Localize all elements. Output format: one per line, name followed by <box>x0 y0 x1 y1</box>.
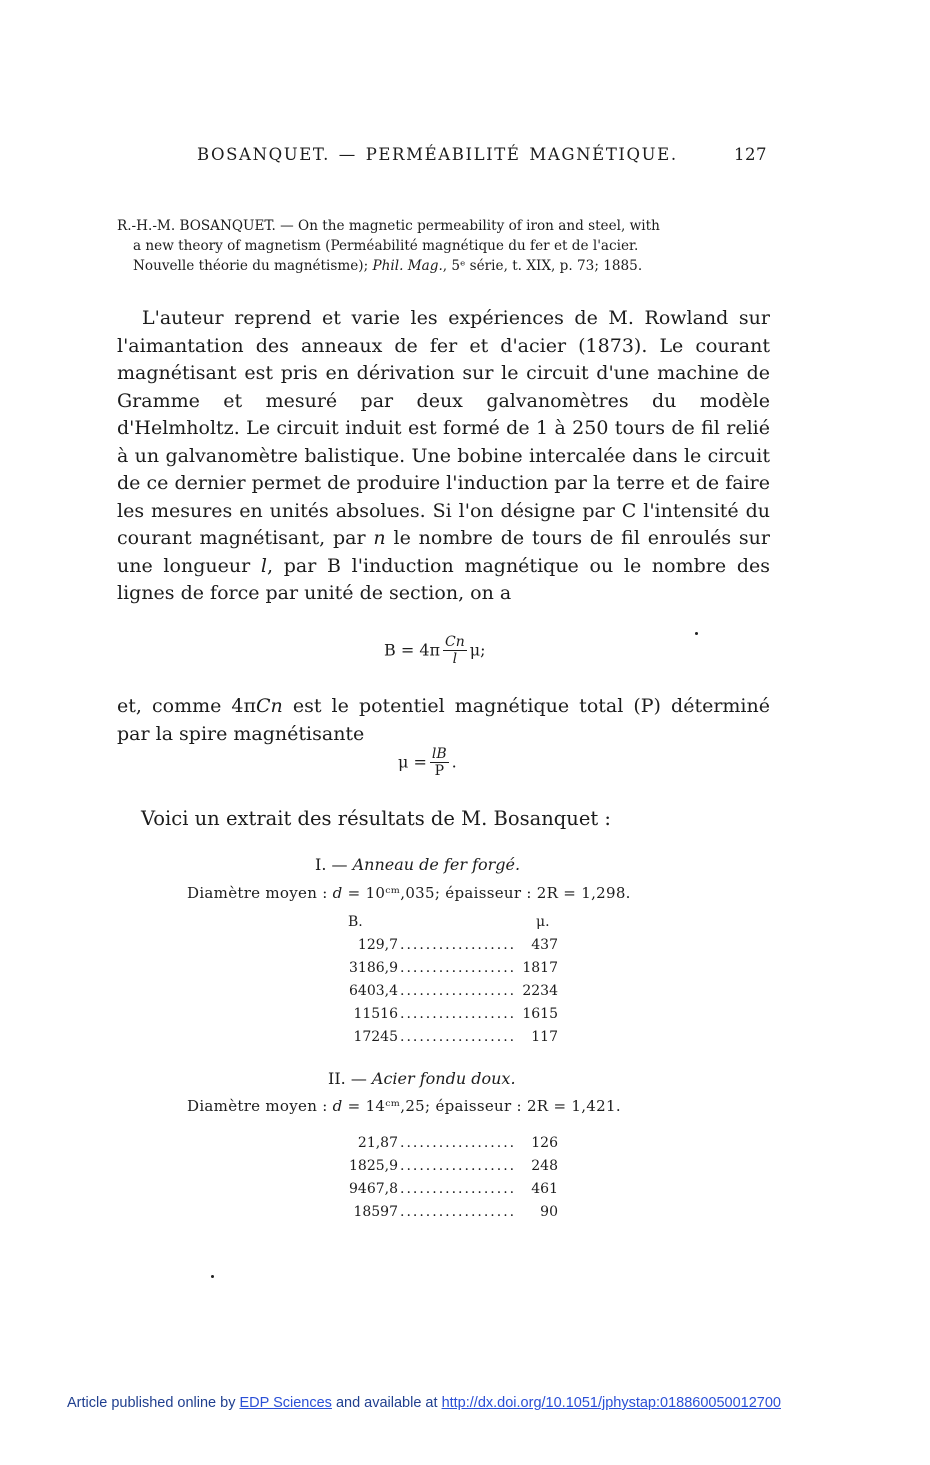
cell-mu: 90 <box>540 1204 558 1220</box>
table-row <box>310 1178 570 1201</box>
cell-b: 6403,4 <box>349 983 398 999</box>
s2-diam-b: = 14ᶜᵐ,25; épaisseur : 2R = 1,421. <box>342 1097 621 1115</box>
s1-diam-d: d <box>332 884 343 902</box>
table-row <box>310 980 570 1003</box>
section-1-title <box>315 855 520 874</box>
p1-text-c: , par B l'induction magnétique ou le nombre des lignes de force par unité de section, on a <box>117 554 770 604</box>
footer-prefix: Article published online by <box>67 1395 240 1411</box>
table-row <box>310 1026 570 1049</box>
cell-mu: 437 <box>531 937 558 953</box>
cell-mu: 461 <box>531 1181 558 1197</box>
cell-b: 11516 <box>353 1006 398 1022</box>
cell-b: 1825,9 <box>349 1158 398 1174</box>
section-1-dimensions <box>187 884 631 902</box>
eq2-right: . <box>451 752 457 772</box>
results-intro: Voici un extrait des résultats de M. Bosanquet : <box>141 807 611 830</box>
p1-var-n: n <box>373 527 386 549</box>
cell-b: 9467,8 <box>349 1181 398 1197</box>
table-row <box>310 1003 570 1026</box>
dot-leader: .................. <box>400 1204 517 1220</box>
p2-text-b: est le potentiel magnétique total (P) déterminé par la spire magnétisante <box>117 695 770 745</box>
s2-diam-a: Diamètre moyen : <box>187 1097 333 1115</box>
section-2-name: Acier fondu doux. <box>371 1069 516 1088</box>
eq2-numerator: lB <box>431 746 447 762</box>
table-row <box>310 957 570 980</box>
reference-text-2: a new theory of magnetism (Perméabilité magnétique du fer et de l'acier. <box>133 238 639 254</box>
p1-var-l: l <box>260 554 267 577</box>
equation-2 <box>398 746 457 780</box>
p1-text-a: L'auteur reprend et varie les expériences de M. Rowland sur l'aimantation des anneaux de fer et d'acier (1873). Le courant magnétisant est pris en dérivation sur le circuit d'une machine de Gramme et mesuré par deux galvanomètres du modèle d'Helmholtz. Le circuit induit est formé de 1 à 250 tours de fil relié à un galvanomètre balistique. Une bobine intercalée dans le circuit de ce dernier permet de produire l'induction par la terre et de faire les mesures en unités absolues. Si l'on désigne par C l'intensité du courant magnétisant, par <box>117 307 770 549</box>
section-1-name: Anneau de fer forgé. <box>352 855 521 874</box>
eq2-fraction <box>430 746 449 780</box>
bibliographic-reference <box>117 216 770 276</box>
table-row <box>310 1132 570 1155</box>
table-row <box>310 1155 570 1178</box>
eq1-fraction <box>443 634 467 668</box>
dot-leader: .................. <box>400 983 517 999</box>
reference-text-3b: , 5ᵉ série, t. XIX, p. 73; 1885. <box>442 258 643 274</box>
dot-leader: .................. <box>400 1181 517 1197</box>
page-number: 127 <box>734 145 767 164</box>
dot-leader: .................. <box>400 1006 517 1022</box>
running-title: BOSANQUET. — PERMÉABILITÉ MAGNÉTIQUE. <box>197 145 678 164</box>
reference-journal: Phil. Mag. <box>372 258 443 274</box>
dot-leader: .................. <box>400 1135 517 1151</box>
column-mu-header: μ. <box>536 914 550 930</box>
cell-b: 18597 <box>353 1204 398 1220</box>
cell-b: 21,87 <box>357 1135 398 1151</box>
dot-leader: .................. <box>400 937 517 953</box>
print-speck <box>695 632 698 635</box>
cell-b: 3186,9 <box>349 960 398 976</box>
publication-footer <box>67 1395 781 1411</box>
eq1-right: μ; <box>469 640 486 660</box>
section-2-title <box>328 1069 516 1088</box>
cell-mu: 117 <box>531 1029 558 1045</box>
p2-var-cn: Cn <box>256 695 283 717</box>
p1-text-b: le nombre de tours de fil enroulés sur une longueur <box>117 527 771 577</box>
reference-text-1: — On the magnetic permeability of iron and steel, with <box>275 218 660 234</box>
section-2-number: II. — <box>328 1069 372 1088</box>
dot-leader: .................. <box>400 1158 517 1174</box>
reference-text-3a: Nouvelle théorie du magnétisme); <box>133 258 373 274</box>
eq1-numerator: Cn <box>445 634 465 650</box>
cell-b: 129,7 <box>357 937 398 953</box>
publisher-link[interactable]: EDP Sciences <box>239 1395 332 1411</box>
equation-1 <box>384 634 486 668</box>
section-2-dimensions <box>187 1097 621 1115</box>
table-header-row <box>310 911 570 934</box>
s1-diam-a: Diamètre moyen : <box>187 884 333 902</box>
table-section-1 <box>310 911 570 1049</box>
print-speck <box>211 1275 214 1278</box>
running-head <box>197 145 767 164</box>
reference-line-3 <box>117 256 770 276</box>
column-b-header: B. <box>348 914 363 930</box>
section-1-number: I. — <box>315 855 353 874</box>
dot-leader: .................. <box>400 1029 517 1045</box>
cell-mu: 1817 <box>522 960 558 976</box>
s1-diam-b: = 10ᶜᵐ,035; épaisseur : 2R = 1,298. <box>342 884 631 902</box>
footer-middle: and available at <box>331 1395 442 1411</box>
body-paragraph-1 <box>117 305 770 608</box>
eq2-left: μ = <box>398 752 427 772</box>
dot-leader: .................. <box>400 960 517 976</box>
p2-text-a: et, comme 4π <box>117 695 256 717</box>
doi-link[interactable]: http://dx.doi.org/10.1051/jphystap:018860050012700 <box>441 1395 781 1411</box>
cell-mu: 126 <box>531 1135 558 1151</box>
s2-diam-d: d <box>332 1097 343 1115</box>
table-section-2 <box>310 1132 570 1224</box>
eq2-denominator: P <box>434 763 444 779</box>
cell-b: 17245 <box>353 1029 398 1045</box>
cell-mu: 2234 <box>522 983 558 999</box>
table-row <box>310 934 570 957</box>
cell-mu: 1615 <box>522 1006 558 1022</box>
eq1-left: B = 4π <box>384 640 441 660</box>
body-paragraph-2 <box>117 693 770 748</box>
eq1-denominator: l <box>452 651 458 667</box>
reference-author: R.-H.-M. BOSANQUET. <box>117 218 276 234</box>
cell-mu: 248 <box>531 1158 558 1174</box>
table-row <box>310 1201 570 1224</box>
